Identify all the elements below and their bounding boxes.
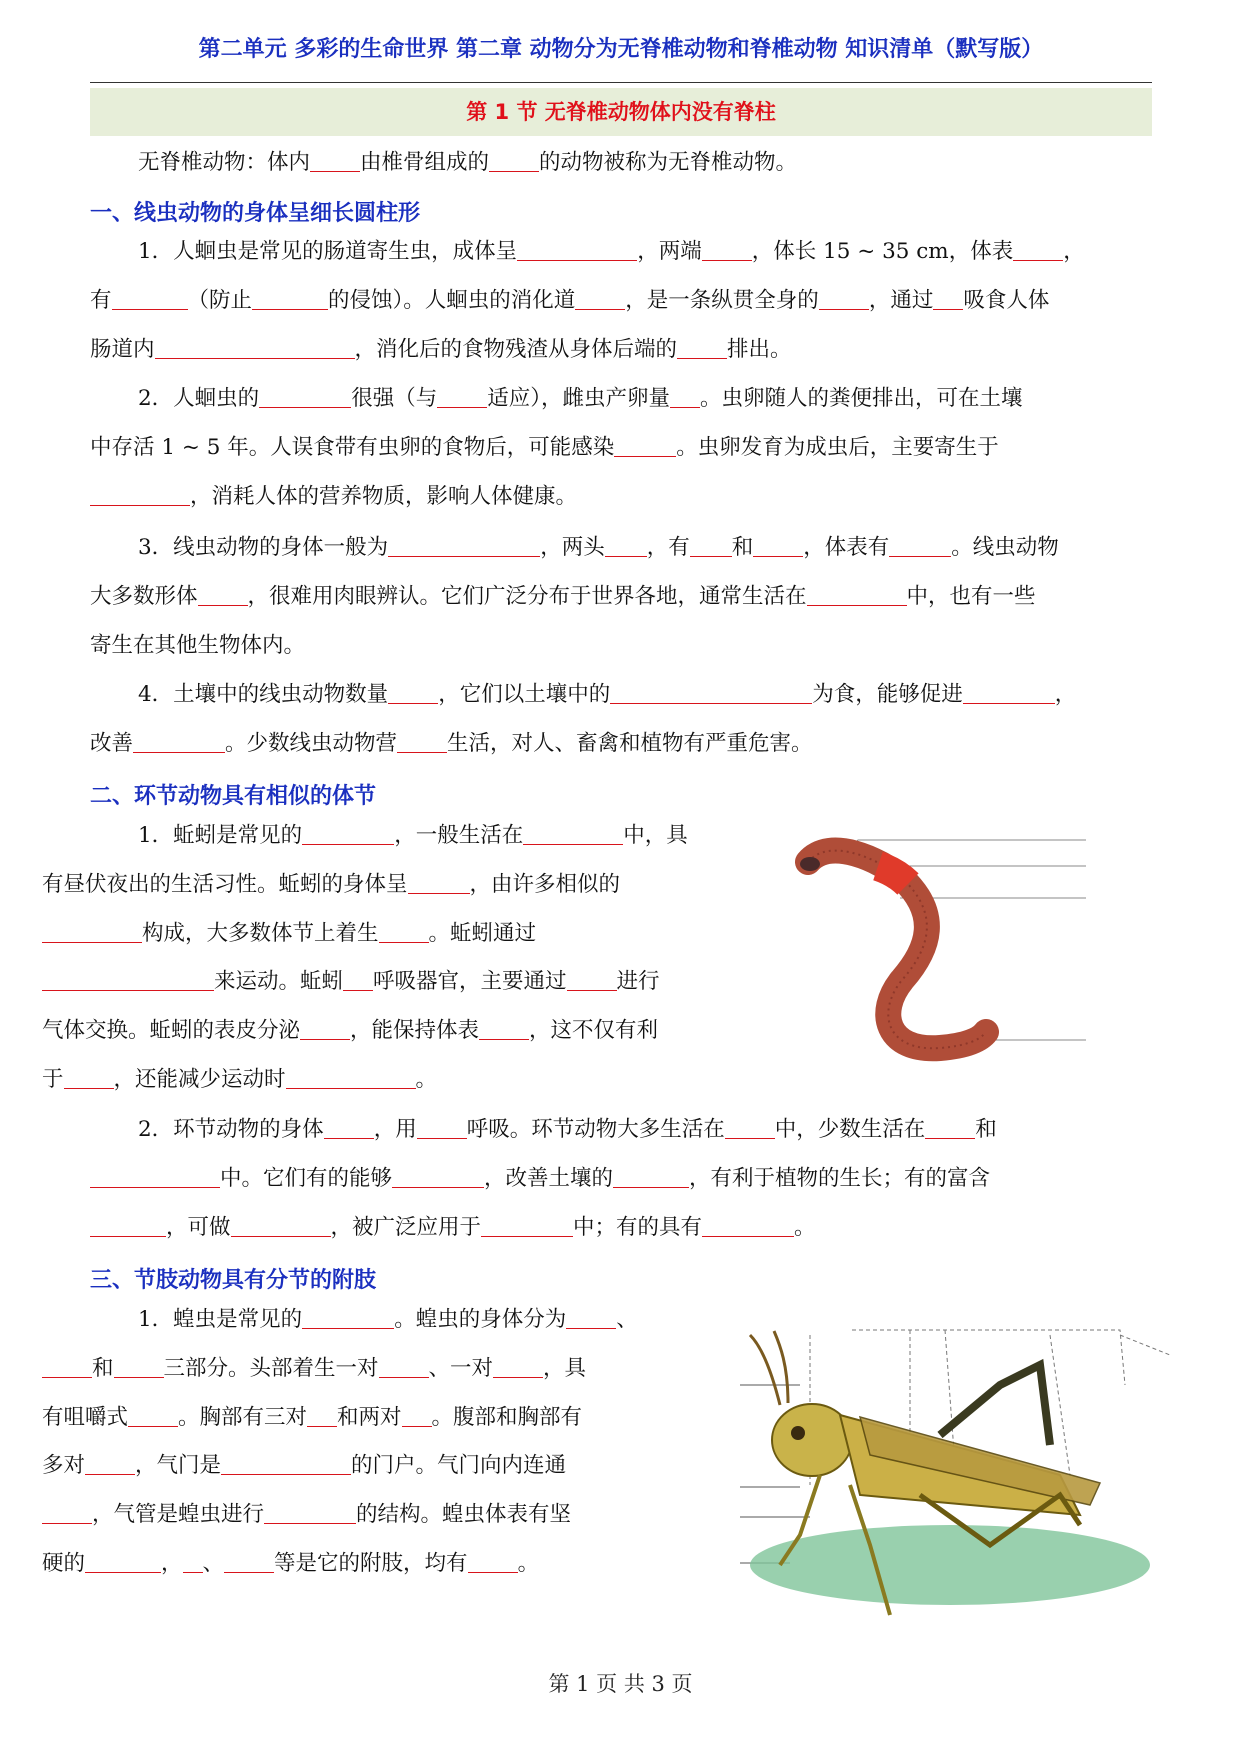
blank[interactable] — [690, 534, 732, 557]
blank[interactable] — [523, 822, 623, 845]
page-footer: 第 1 页 共 3 页 — [548, 1672, 693, 1696]
blank[interactable] — [252, 287, 328, 310]
blank[interactable] — [224, 1550, 274, 1573]
blank[interactable] — [479, 1017, 529, 1040]
blank[interactable] — [889, 534, 951, 557]
blank[interactable] — [489, 149, 539, 172]
blank[interactable] — [402, 1404, 432, 1427]
blank[interactable] — [379, 920, 429, 943]
heading-nematode: 一、线虫动物的身体呈细长圆柱形 — [90, 201, 421, 226]
blank[interactable] — [819, 287, 869, 310]
blank[interactable] — [231, 1214, 331, 1237]
earthworm-illustration — [790, 830, 1110, 1080]
blank[interactable] — [114, 1355, 164, 1378]
leaf — [750, 1525, 1150, 1605]
earthworm-head — [800, 857, 820, 871]
grasshopper-eye — [791, 1426, 805, 1440]
blank[interactable] — [183, 1550, 203, 1573]
blank[interactable] — [925, 1116, 975, 1139]
blank[interactable] — [493, 1355, 543, 1378]
blank[interactable] — [42, 920, 142, 943]
section-title: 第 1 节 无脊椎动物体内没有脊柱 — [90, 88, 1152, 136]
blank[interactable] — [392, 1165, 484, 1188]
blank[interactable] — [566, 1306, 616, 1329]
heading-arthropod: 三、节肢动物具有分节的附肢 — [90, 1268, 377, 1293]
blank[interactable] — [85, 1452, 135, 1475]
blank[interactable] — [963, 681, 1055, 704]
blank[interactable] — [605, 534, 647, 557]
page-header: 第二单元 多彩的生命世界 第二章 动物分为无脊椎动物和脊椎动物 知识清单（默写版） — [198, 37, 1044, 62]
nematode-paragraph-4: 4．土壤中的线虫动物数量 ，它们以土壤中的 为食，能够促进 ， 改善 。少数线虫动物营 生活，对人、畜禽和植物有严重危害。 — [90, 682, 1077, 756]
blank[interactable] — [133, 730, 225, 753]
blank[interactable] — [64, 1066, 114, 1089]
blank[interactable] — [807, 583, 907, 606]
blank[interactable] — [42, 968, 214, 991]
blank[interactable] — [1013, 238, 1063, 261]
blank[interactable] — [468, 1550, 518, 1573]
blank[interactable] — [221, 1452, 351, 1475]
blank[interactable] — [408, 871, 470, 894]
blank[interactable] — [302, 822, 394, 845]
blank[interactable] — [259, 385, 351, 408]
header-divider — [90, 82, 1152, 83]
blank[interactable] — [614, 434, 676, 457]
blank[interactable] — [753, 534, 803, 557]
blank[interactable] — [379, 1355, 429, 1378]
blank[interactable] — [300, 1017, 350, 1040]
blank[interactable] — [610, 681, 812, 704]
blank[interactable] — [388, 681, 438, 704]
clitellum — [878, 866, 908, 884]
blank[interactable] — [198, 583, 248, 606]
nematode-paragraph-1: 1．人蛔虫是常见的肠道寄生虫，成体呈 ，两端 ，体长 15 ~ 35 cm，体表 ， 有 （防止 的侵蚀）。人蛔虫的消化道 ，是一条纵贯全身的 ，通过 吸食人体 肠道内 ，消化后的食物残渣从身体后端的 排出。 — [90, 239, 1085, 362]
antennae — [750, 1331, 788, 1405]
blank[interactable] — [112, 287, 188, 310]
blank[interactable] — [613, 1165, 689, 1188]
blank[interactable] — [670, 385, 700, 408]
blank[interactable] — [90, 483, 190, 506]
nematode-paragraph-2: 2．人蛔虫的 很强（与 适应），雌虫产卵量 。虫卵随人的粪便排出，可在土壤 中存活 1 ~ 5 年。人误食带有虫卵的食物后，可能感染 。虫卵发育为成虫后，主要寄生于 ，消耗人体的营养物质，影响人体健康。 — [90, 386, 1023, 509]
blank[interactable] — [343, 968, 373, 991]
blank[interactable] — [702, 238, 752, 261]
blank[interactable] — [397, 730, 447, 753]
blank[interactable] — [155, 336, 355, 359]
blank[interactable] — [702, 1214, 794, 1237]
blank[interactable] — [85, 1550, 161, 1573]
blank[interactable] — [388, 534, 540, 557]
annelid-paragraph-1: 1．蚯蚓是常见的 ，一般生活在 中，具 有昼伏夜出的生活习性。蚯蚓的身体呈 ，由许多相似的 构成，大多数体节上着生 。蚯蚓通过 来运动。蚯蚓 呼吸器官，主要通过 进行 气体交换。蚯蚓的表皮分泌 ，能保持体表 ，这不仅有利 于 ，还能减少运动时 。 — [42, 823, 688, 1092]
intro-paragraph: 无脊椎动物：体内 由椎骨组成的 的动物被称为无脊椎动物。 — [138, 150, 798, 175]
grasshopper-hind-leg — [940, 1365, 1050, 1445]
annelid-paragraph-2: 2．环节动物的身体 ，用 呼吸。环节动物大多生活在 中，少数生活在 和 中。它们有的能够 ，改善土壤的 ，有利于植物的生长；有的富含 ，可做 ，被广泛应用于 中；有的具有 。 — [90, 1106, 1152, 1252]
blank[interactable] — [567, 968, 617, 991]
blank[interactable] — [307, 1404, 337, 1427]
blank[interactable] — [286, 1066, 416, 1089]
blank[interactable] — [42, 1501, 92, 1524]
blank[interactable] — [42, 1355, 92, 1378]
blank[interactable] — [324, 1116, 374, 1139]
blank[interactable] — [90, 1214, 166, 1237]
blank[interactable] — [417, 1116, 467, 1139]
blank[interactable] — [90, 1165, 220, 1188]
blank[interactable] — [933, 287, 963, 310]
blank[interactable] — [517, 238, 637, 261]
blank[interactable] — [437, 385, 487, 408]
grasshopper-illustration — [740, 1325, 1200, 1635]
blank[interactable] — [725, 1116, 775, 1139]
blank[interactable] — [310, 149, 360, 172]
blank[interactable] — [677, 336, 727, 359]
nematode-paragraph-3: 3．线虫动物的身体一般为 ，两头 ，有 和 ，体表有 。线虫动物 大多数形体 ，很难用肉眼辨认。它们广泛分布于世界各地，通常生活在 中，也有一些 寄生在其他生物体内。 — [90, 535, 1059, 658]
blank[interactable] — [302, 1306, 394, 1329]
heading-annelid: 二、环节动物具有相似的体节 — [90, 784, 377, 809]
arthropod-paragraph-1: 1．蝗虫是常见的 。蝗虫的身体分为 、 和 三部分。头部着生一对 、一对 ，具 有咀嚼式 。胸部有三对 和两对 。腹部和胸部有 多对 ，气门是 的门户。气门向内连通 ，气管是蝗虫进行 的结构。蝗虫体表有坚 硬的 ， 、 等是它的附肢，均有 。 — [42, 1307, 638, 1576]
blank[interactable] — [264, 1501, 356, 1524]
blank[interactable] — [481, 1214, 573, 1237]
blank[interactable] — [128, 1404, 178, 1427]
blank[interactable] — [575, 287, 625, 310]
